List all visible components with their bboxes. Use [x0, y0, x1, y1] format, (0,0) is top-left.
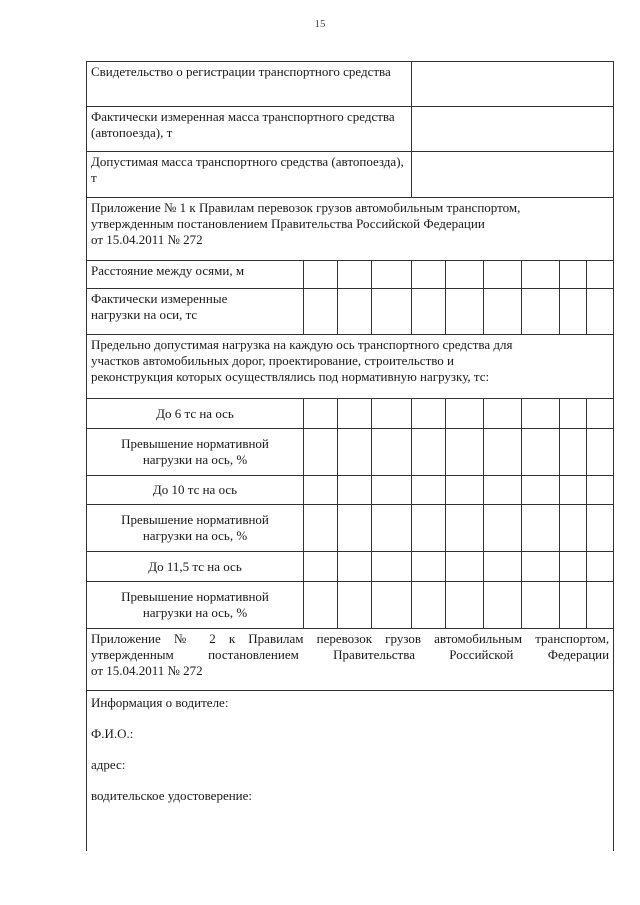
driver-info-heading: Информация о водителе: [91, 695, 229, 710]
driver-license-label: водительское удостоверение: [91, 788, 253, 803]
axle-loads-cell [587, 289, 614, 335]
excess2-cell [446, 505, 484, 552]
axle-distance-cell [372, 261, 412, 289]
appendix1-text [87, 198, 614, 261]
axle-loads-cell [412, 289, 446, 335]
excess2-row [87, 505, 614, 552]
load6-row [87, 399, 614, 429]
max-load-line-1: Предельно допустимая нагрузка на каждую ось транспортного средства для [91, 337, 513, 352]
excess1-cell [484, 429, 522, 476]
allowed-mass-value [412, 152, 614, 198]
load10-cell [560, 476, 587, 505]
excess1-cell [560, 429, 587, 476]
axle-loads-cell [484, 289, 522, 335]
axle-distance-cell [522, 261, 560, 289]
excess1-cell [304, 429, 338, 476]
excess2-label [87, 505, 304, 552]
excess3-line-1: Превышение нормативной [121, 589, 269, 604]
load6-cell [304, 399, 338, 429]
load6-cell [522, 399, 560, 429]
load6-cell [560, 399, 587, 429]
load6-cell [338, 399, 372, 429]
load10-row [87, 476, 614, 505]
load10-cell [372, 476, 412, 505]
axle-loads-cell [522, 289, 560, 335]
load10-cell [304, 476, 338, 505]
excess2-cell [522, 505, 560, 552]
excess2-cell [372, 505, 412, 552]
excess2-cell [304, 505, 338, 552]
load115-cell [338, 552, 372, 582]
max-load-row [87, 335, 614, 399]
axle-loads-cell [338, 289, 372, 335]
axle-distance-cell [587, 261, 614, 289]
load115-cell [522, 552, 560, 582]
driver-info-section [87, 691, 614, 851]
excess2-cell [587, 505, 614, 552]
axle-loads-cell [372, 289, 412, 335]
max-load-text [87, 335, 614, 399]
allowed-mass-label: Допустимая масса транспортного средства (автопоезда), т [87, 152, 412, 198]
excess2-line-1: Превышение нормативной [121, 512, 269, 527]
load10-cell [484, 476, 522, 505]
excess1-cell [372, 429, 412, 476]
load10-cell [587, 476, 614, 505]
actual-mass-label: Фактически измеренная масса транспортного средства (автопоезда), т [87, 107, 412, 152]
appendix2-line-1: Приложение № 2 к Правилам перевозок грузов автомобильным транспортом, [91, 631, 610, 646]
excess3-cell [587, 582, 614, 629]
load10-cell [338, 476, 372, 505]
load115-cell [587, 552, 614, 582]
actual-mass-row [87, 107, 614, 152]
load115-cell [372, 552, 412, 582]
axle-distance-cell [560, 261, 587, 289]
reg-cert-row [87, 62, 614, 107]
excess3-cell [522, 582, 560, 629]
excess3-cell [446, 582, 484, 629]
reg-cert-label: Свидетельство о регистрации транспортного средства [87, 62, 412, 107]
excess3-cell [560, 582, 587, 629]
axle-distance-cell [484, 261, 522, 289]
appendix2-text [87, 629, 614, 691]
excess1-cell [587, 429, 614, 476]
load6-cell [484, 399, 522, 429]
load115-cell [484, 552, 522, 582]
excess1-cell [446, 429, 484, 476]
excess1-cell [522, 429, 560, 476]
load10-cell [522, 476, 560, 505]
form-table [86, 61, 614, 851]
excess2-line-2: нагрузки на ось, % [142, 528, 248, 543]
load6-cell [587, 399, 614, 429]
excess1-label [87, 429, 304, 476]
load115-cell [560, 552, 587, 582]
reg-cert-value [412, 62, 614, 107]
excess3-line-2: нагрузки на ось, % [142, 605, 248, 620]
excess3-label [87, 582, 304, 629]
axle-distance-cell [412, 261, 446, 289]
excess3-cell [372, 582, 412, 629]
appendix2-row [87, 629, 614, 691]
load10-cell [412, 476, 446, 505]
excess3-cell [484, 582, 522, 629]
axle-distance-cell [338, 261, 372, 289]
actual-mass-value [412, 107, 614, 152]
load6-label: До 6 тс на ось [87, 399, 304, 429]
excess1-line-1: Превышение нормативной [121, 436, 269, 451]
appendix1-line-2: утвержденным постановлением Правительства Российской Федерации [91, 216, 485, 231]
max-load-line-3: реконструкция которых осуществлялись под нормативную нагрузку, тс: [91, 369, 490, 384]
axle-loads-line-2: нагрузки на оси, тс [91, 307, 198, 322]
driver-fio-label: Ф.И.О.: [91, 726, 134, 741]
excess2-cell [560, 505, 587, 552]
axle-distance-row [87, 261, 614, 289]
axle-loads-label [87, 289, 304, 335]
load115-cell [446, 552, 484, 582]
excess3-row [87, 582, 614, 629]
excess1-cell [412, 429, 446, 476]
appendix2-line-3: от 15.04.2011 № 272 [91, 663, 203, 678]
appendix1-row [87, 198, 614, 261]
excess3-cell [412, 582, 446, 629]
load115-cell [412, 552, 446, 582]
driver-address-label: адрес: [91, 757, 126, 772]
excess1-cell [338, 429, 372, 476]
allowed-mass-row [87, 152, 614, 198]
excess2-cell [484, 505, 522, 552]
axle-distance-cell [446, 261, 484, 289]
axle-loads-cell [446, 289, 484, 335]
excess3-cell [338, 582, 372, 629]
excess1-line-2: нагрузки на ось, % [142, 452, 248, 467]
load115-row [87, 552, 614, 582]
appendix1-line-1: Приложение № 1 к Правилам перевозок грузов автомобильным транспортом, [91, 200, 521, 215]
max-load-line-2: участков автомобильных дорог, проектирование, строительство и [91, 353, 455, 368]
excess1-row [87, 429, 614, 476]
axle-loads-cell [560, 289, 587, 335]
axle-loads-line-1: Фактически измеренные [91, 291, 228, 306]
load6-cell [412, 399, 446, 429]
load6-cell [372, 399, 412, 429]
axle-loads-row [87, 289, 614, 335]
axle-distance-label: Расстояние между осями, м [87, 261, 304, 289]
excess3-cell [304, 582, 338, 629]
appendix1-line-3: от 15.04.2011 № 272 [91, 232, 203, 247]
axle-distance-cell [304, 261, 338, 289]
page-number: 15 [314, 18, 326, 30]
axle-loads-cell [304, 289, 338, 335]
appendix2-line-2: утвержденным постановлением Правительства Российской Федерации [91, 647, 610, 662]
excess2-cell [412, 505, 446, 552]
load115-cell [304, 552, 338, 582]
load10-label: До 10 тс на ось [87, 476, 304, 505]
load6-cell [446, 399, 484, 429]
load115-label: До 11,5 тс на ось [87, 552, 304, 582]
driver-row [87, 691, 614, 851]
excess2-cell [338, 505, 372, 552]
load10-cell [446, 476, 484, 505]
